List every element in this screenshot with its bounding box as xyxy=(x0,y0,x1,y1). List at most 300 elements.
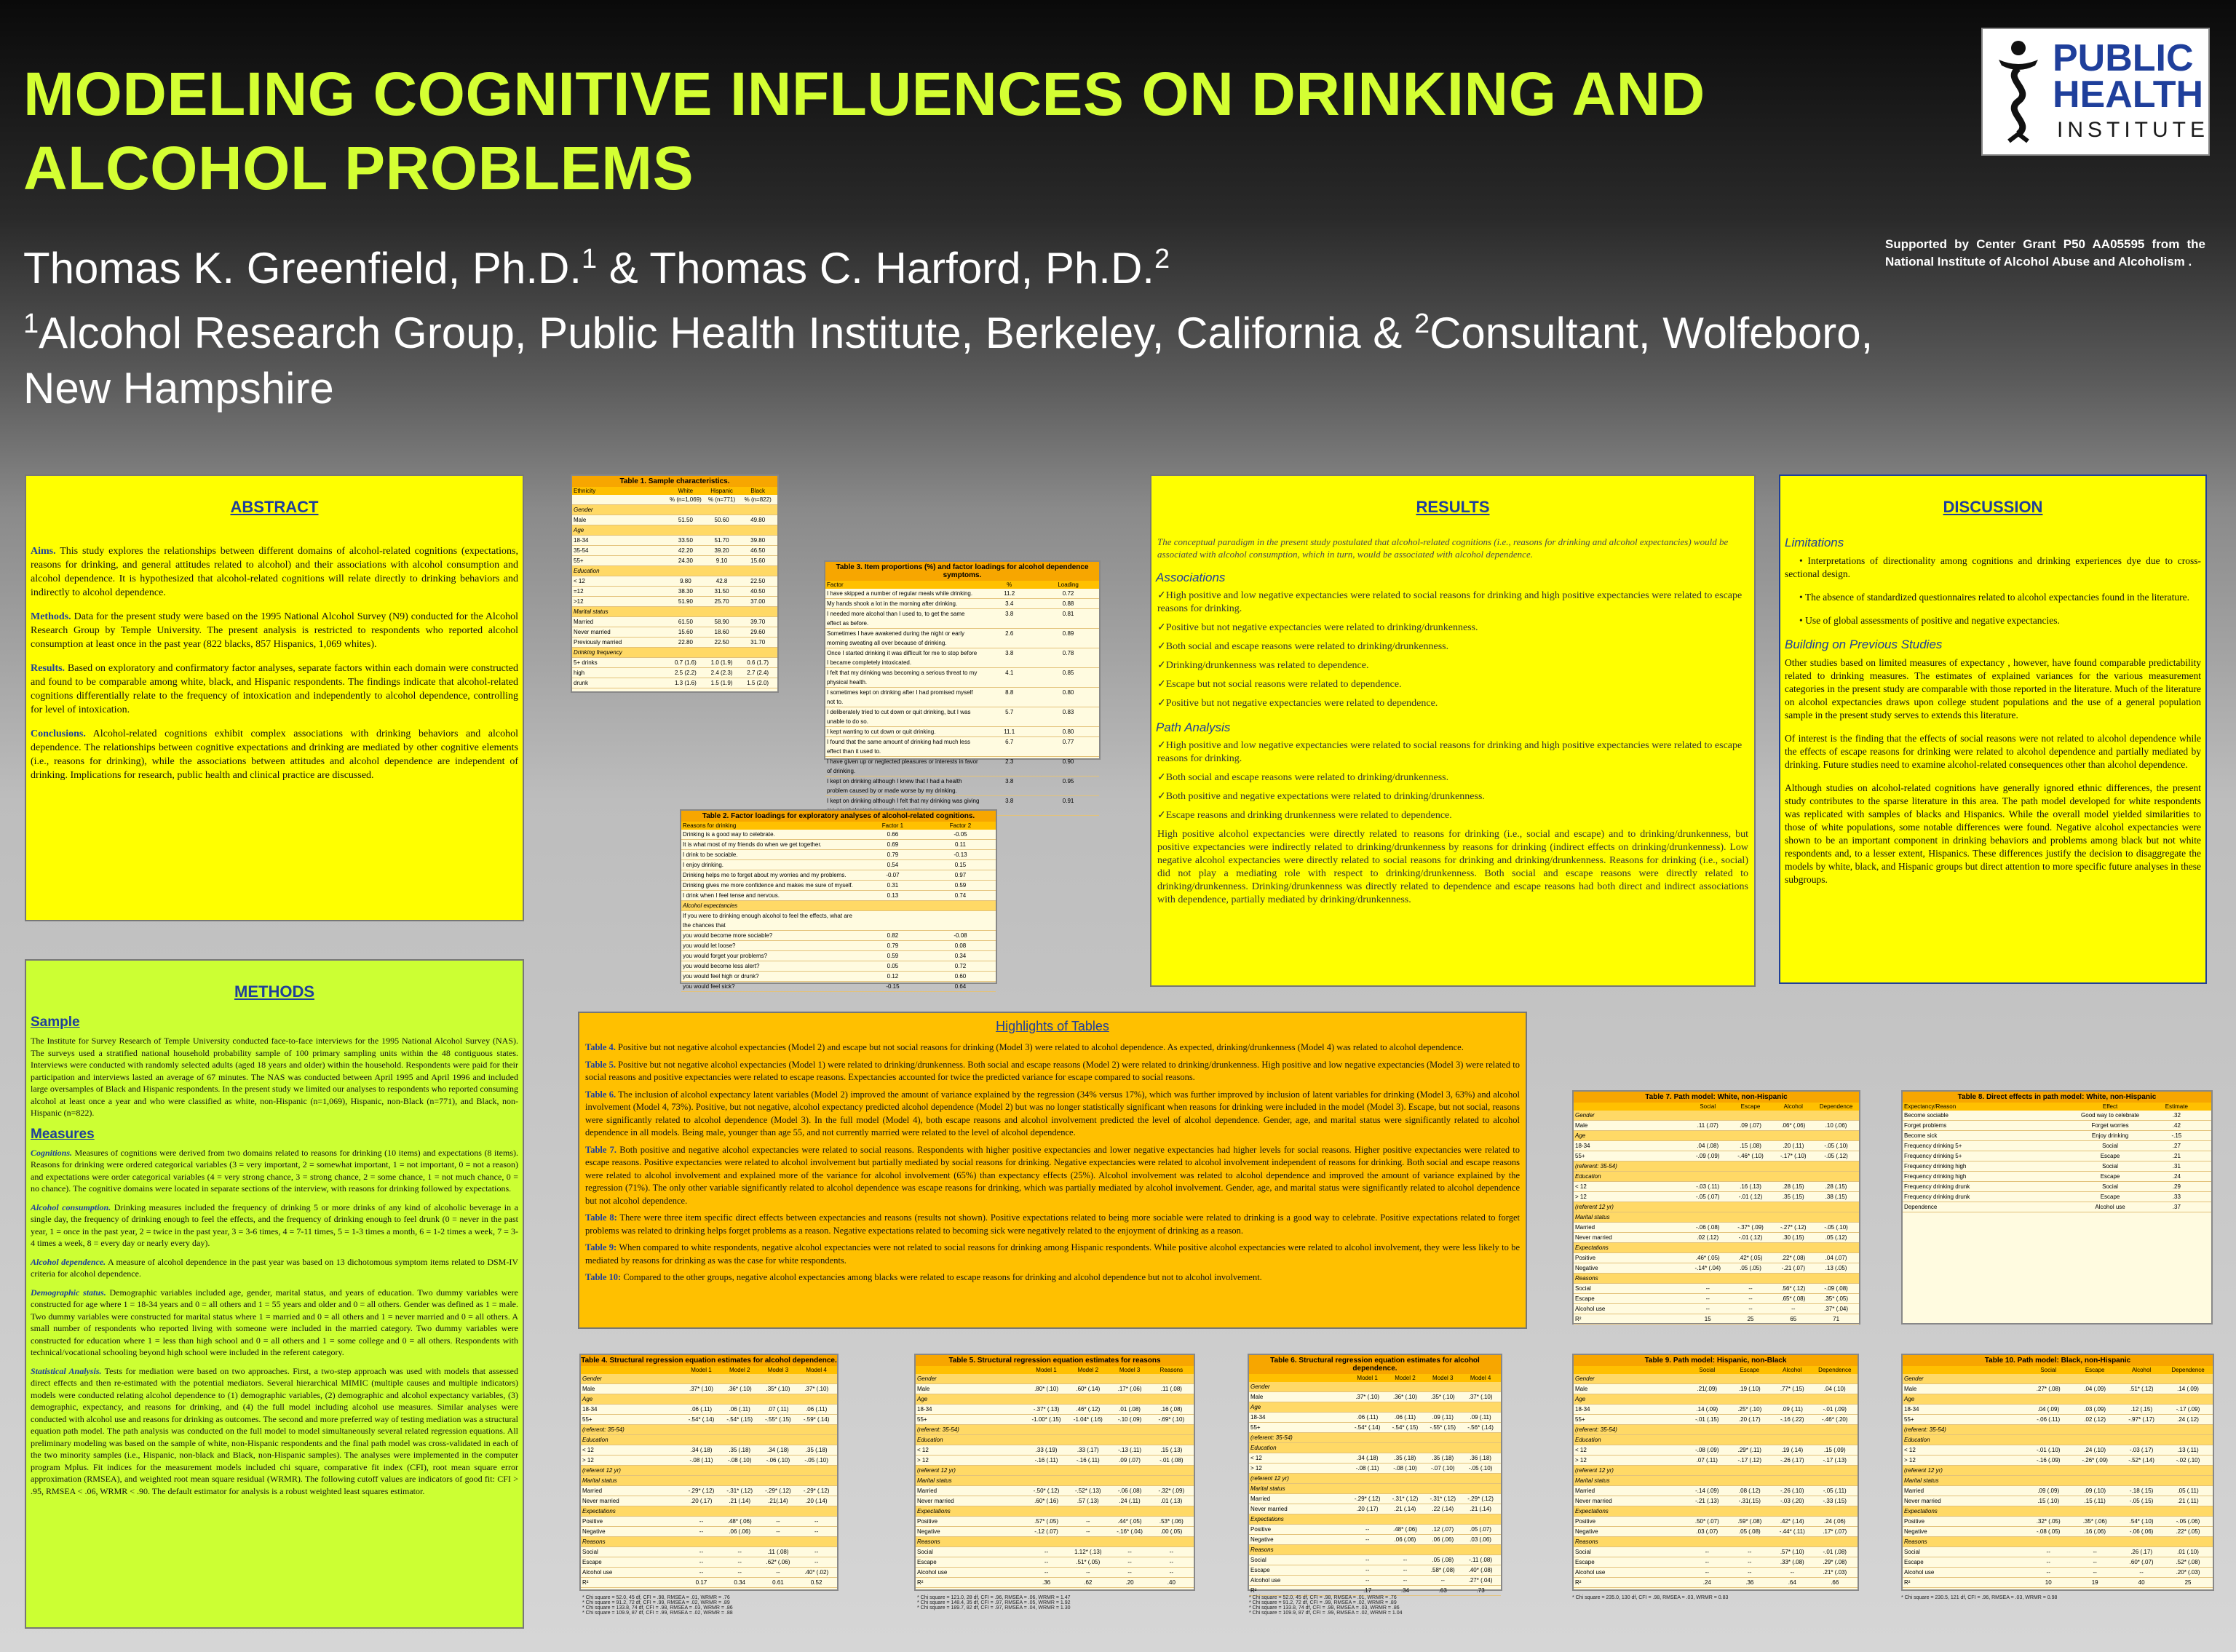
highlight-text: There were three item specific direct effects between expectancies and reasons (results not shown). Positive expectations related to being more sociable were related to drinking is a good way to celebrate. Positive expectations related to forget problems was related to drinking helps forget problems as a reason. Negative expectations related to becoming sick were negatively related to the enjoyment of drinking as a reason. xyxy=(585,1212,1520,1236)
table-row xyxy=(572,587,777,597)
table-cell: Gender xyxy=(917,1375,937,1382)
table-cell: -- xyxy=(1748,1549,1752,1555)
table-cell xyxy=(1686,1212,1729,1222)
table-cell xyxy=(1771,1506,1813,1516)
table-cell: -- xyxy=(2046,1559,2050,1565)
table-cell: 0.69 xyxy=(887,841,899,848)
limitation-item: • Interpretations of directionality among cognitions and drinking experiences dye due to cross-sectional design. xyxy=(1785,555,2201,579)
table-cell: 5+ drinks xyxy=(574,659,598,666)
table-cell: .06 (.11) xyxy=(729,1406,750,1413)
column-header: Model 2 xyxy=(1395,1375,1416,1381)
table-cell: 31.70 xyxy=(750,639,766,646)
table-row xyxy=(1903,1131,2211,1141)
table-cell: .66 xyxy=(1831,1579,1839,1586)
table-row xyxy=(916,1557,1194,1568)
table-cell: .48* (.06) xyxy=(1393,1526,1417,1533)
table-cell: > 12 xyxy=(1250,1465,1262,1472)
table-cell: .29* (.08) xyxy=(1823,1559,1847,1565)
table-cell xyxy=(2072,1435,2118,1445)
building-heading: Building on Previous Studies xyxy=(1785,638,1943,651)
table-row xyxy=(572,658,777,668)
table-cell xyxy=(1424,1443,1462,1453)
column-header: Alcohol xyxy=(2131,1367,2152,1373)
statistical-analysis-text: Statistical Analysis. Tests for mediation were based on two approaches. First, a two-step approach was used with models that assessed direct effects and then re-estimated with the potential mediators. Several hierarchical MIMIC (multiple causes and multiple indicators) models were conducted relating alcohol dependence to (1) demographic variables, (2) demographic and alcohol expectancy variables, (3) demographic, expectancy, and reasons for drinking, and (4) the full model including alcohol use measures. Similar analyses were conducted with alcohol use and reasons for drinking as outcomes. The second and more preferred way of testing mediation was a structural equation path model. The path analysis was conducted on the full model to model simultaneously several related regression equations. All preliminary modeling was based on the sample of white, non-Hispanic respondents and the final path model was cross-validated in each of the two minority samples (i.e., Hispanic, non-black and Black, non-Hispanic samples). The analyses were implemented in the computer program Mplus. Fit indices for the measurement models included chi square, comparative fit index (CFI), root mean square error approximation (RMSEA), and weighted root mean square residual (WRMR). The following cutoff values are indicators of good fit: CFI > .95, RMSEA < .06, WRMR < .90. The default estimator for analysis is a robust weighted least squares estimator. xyxy=(31,1365,518,1496)
table-cell: -.31* (.12) xyxy=(726,1488,753,1494)
table-cell: .06 (.11) xyxy=(690,1406,713,1413)
table-cell xyxy=(1771,1476,1813,1485)
table-row xyxy=(1903,1161,2211,1172)
table-cell: -- xyxy=(2139,1569,2144,1576)
table-cell xyxy=(2118,1394,2165,1404)
table-7 xyxy=(1572,1090,1860,1325)
table-cell: -- xyxy=(2046,1549,2050,1555)
table-cell: -- xyxy=(1748,1295,1753,1302)
table-cell xyxy=(1151,1506,1192,1516)
table-footnote: * Chi square = 133.8, 74 df, CFI = .98, RMSEA = .03, WRMR = .86 xyxy=(1249,1605,1400,1611)
table-cell: .05 (.08) xyxy=(1432,1557,1454,1563)
table-cell: -.15 xyxy=(2171,1132,2182,1139)
discussion-panel xyxy=(1779,474,2207,984)
table-row xyxy=(1903,1476,2213,1486)
table-cell: .15 (.11) xyxy=(2084,1498,2106,1504)
methods-title: METHODS xyxy=(234,982,314,1001)
highlight-label: Table 5. xyxy=(585,1059,616,1070)
table-3 xyxy=(824,560,1101,804)
table-cell: 0.81 xyxy=(1062,611,1074,617)
table-cell: 0.61 xyxy=(772,1579,784,1586)
table-cell: % (n=771) xyxy=(707,496,736,503)
table-cell: -.06 (.08) xyxy=(1117,1488,1142,1494)
table-cell xyxy=(797,1506,836,1516)
table-row xyxy=(681,911,996,931)
table-cell: 18-34 xyxy=(1575,1143,1590,1149)
table-cell xyxy=(2072,1476,2118,1485)
table-row xyxy=(572,617,777,627)
table-cell xyxy=(2072,1537,2118,1546)
table-cell: .38 (.15) xyxy=(1825,1194,1847,1200)
table-cell xyxy=(740,607,776,616)
table-cell xyxy=(704,566,740,576)
table-cell: I kept on drinking although I felt that my drinking was giving xyxy=(827,798,980,804)
table-cell: .05 (.11) xyxy=(2177,1488,2199,1494)
table-row xyxy=(1574,1202,1859,1212)
table-cell xyxy=(667,566,704,576)
table-cell: .35* (.10) xyxy=(1430,1394,1455,1400)
table-cell xyxy=(1109,1506,1150,1516)
table-cell: Social xyxy=(1575,1285,1591,1292)
table-row xyxy=(1903,1496,2213,1506)
table-cell: .09 (.10) xyxy=(2084,1488,2106,1494)
table-cell: Male xyxy=(1904,1386,1917,1392)
table-cell: .35* (.05) xyxy=(1824,1295,1849,1302)
table-cell xyxy=(1349,1443,1387,1453)
table-cell: .21(.14) xyxy=(768,1498,788,1504)
table-cell xyxy=(2118,1476,2165,1485)
table-cell: .32 xyxy=(2172,1112,2181,1119)
highlight-label: Table 4. xyxy=(585,1042,616,1052)
table-cell: -.05 (.15) xyxy=(2129,1498,2154,1504)
table-row xyxy=(825,589,1099,599)
logo-text-institute: INSTITUTE xyxy=(2057,118,2209,142)
table-cell xyxy=(1424,1402,1462,1412)
table-row xyxy=(1574,1466,1858,1476)
table-cell: 8.8 xyxy=(1005,689,1014,696)
table-cell: I drink to be sociable. xyxy=(683,851,738,858)
abstract-title: ABSTRACT xyxy=(230,498,319,516)
table-cell: Never married xyxy=(1575,1498,1612,1504)
table-cell: .10 (.06) xyxy=(1825,1122,1847,1129)
table-6 xyxy=(1248,1354,1502,1594)
table-cell xyxy=(1729,1506,1771,1516)
table-cell: -- xyxy=(1403,1577,1408,1584)
table-cell: -.08 (.09) xyxy=(1695,1447,1719,1453)
table-row xyxy=(681,840,996,850)
table-title: Table 9. Path model: Hispanic, non-Black xyxy=(1574,1355,1858,1366)
table-cell: -0.05 xyxy=(954,831,967,838)
table-cell: .62* (.06) xyxy=(766,1559,790,1565)
table-cell: (referent 12 yr) xyxy=(1250,1475,1289,1482)
table-row xyxy=(1574,1568,1858,1578)
table-cell: 3.4 xyxy=(1005,600,1014,607)
table-cell: .62 xyxy=(1084,1579,1093,1586)
table-cell: > 12 xyxy=(917,1457,929,1464)
table-cell: -.33 (.15) xyxy=(1823,1498,1847,1504)
table-cell xyxy=(2025,1466,2072,1475)
table-cell: If you were to drinking enough alcohol to feel the effects, what are the chances that xyxy=(683,913,852,929)
table-cell xyxy=(1729,1111,1772,1120)
table-cell: -.37* (.13) xyxy=(1033,1406,1060,1413)
table-cell: -- xyxy=(1044,1569,1049,1576)
table-cell: Negative xyxy=(582,1528,606,1535)
table-cell: Male xyxy=(917,1386,930,1392)
table-cell xyxy=(1349,1433,1387,1442)
table-cell: -- xyxy=(1748,1569,1752,1576)
table-row xyxy=(1249,1514,1501,1525)
results-summary: High positive alcohol expectancies were directly related to reasons for drinking (i.e., social and escape) and to drinking/drunkenness, but positive expectancies were indirectly related to drinking/drunkenness by reasons for drinking (indirect effects on drinking/drunkenness). Low negative alcohol expectancies were directly related to social reasons for drinking and drinking/drunkenness. Reasons for drinking (i.e., social) did not play a mediating role with respect to drinking/drunkenness. Both social and escape reasons were directly related to drinking/drunkenness. Drinking/drunkenness was directly related to dependence and escape reasons had both direct and indirect associations with dependence, partially mediated by drinking/drunkenness. xyxy=(1157,829,1748,905)
table-cell xyxy=(1462,1382,1499,1391)
highlight-item xyxy=(585,1212,1520,1237)
table-cell: .34 (.18) xyxy=(767,1447,789,1453)
table-row xyxy=(1249,1504,1501,1514)
table-cell: -.02 (.10) xyxy=(2176,1457,2200,1464)
table-cell: .40* (.08) xyxy=(1468,1567,1493,1573)
table-row xyxy=(916,1517,1194,1527)
table-cell: -.08 (.11) xyxy=(1355,1465,1379,1472)
column-header: Social xyxy=(2040,1367,2057,1373)
table-cell: 19 xyxy=(2091,1579,2098,1586)
table-cell xyxy=(1815,1274,1858,1283)
table-cell: .21 (.14) xyxy=(1470,1506,1491,1512)
table-cell: It is what most of my friends do when we get together. xyxy=(683,841,822,848)
table-cell: I found that the same amount of drinking had much less effect than it used to. xyxy=(827,739,971,755)
table-row xyxy=(1574,1284,1859,1294)
table-row xyxy=(916,1547,1194,1557)
table-row xyxy=(1249,1392,1501,1402)
table-cell: -.10 (.09) xyxy=(1117,1416,1142,1423)
table-cell: .59* (.08) xyxy=(1737,1518,1762,1525)
table-cell: -.06 (.11) xyxy=(2037,1416,2061,1423)
discussion-p1: Other studies based on limited measures of expectancy , however, have found comparable predictability related to drinking measures. The estimates of explained variances for the various measurement categories in the present study are comparable with those reported in the literature. Much of the literature on alcohol expectancies draws upon college student populations and the use of a general population sample in the present study serves to extends this literature. xyxy=(1785,657,2201,720)
table-cell: .21 (.14) xyxy=(729,1498,751,1504)
table-row xyxy=(1249,1535,1501,1545)
table-cell: .09 (.11) xyxy=(1781,1406,1803,1413)
table-cell: -.09 (.09) xyxy=(1696,1153,1720,1159)
table-cell: Social xyxy=(1904,1549,1920,1555)
table-row xyxy=(1249,1453,1501,1464)
table-cell: -.29* (.12) xyxy=(688,1488,715,1494)
table-row xyxy=(916,1415,1194,1425)
table-cell: high xyxy=(574,670,585,676)
table-cell: 0.82 xyxy=(887,932,899,939)
table-row xyxy=(1574,1131,1859,1141)
table-cell: .21 xyxy=(2172,1153,2181,1159)
table-cell: 1.0 (1.9) xyxy=(710,659,733,666)
column-header: Reasons xyxy=(1159,1367,1184,1373)
table-cell: Reasons xyxy=(582,1538,606,1545)
table-row xyxy=(1574,1253,1859,1263)
table-row xyxy=(916,1527,1194,1537)
table-cell: .73 xyxy=(1476,1587,1485,1594)
table-cell: Gender xyxy=(1904,1375,1924,1382)
table-cell xyxy=(1686,1435,1728,1445)
table-cell xyxy=(1815,1161,1858,1171)
table-cell: .35 (.18) xyxy=(729,1447,751,1453)
table-cell: 2.5 (2.2) xyxy=(675,670,697,676)
table-cell: you would become more sociable? xyxy=(683,932,773,939)
association-item: ✓Escape but not social reasons were related to dependence. xyxy=(1157,679,1402,690)
table-cell: Once I started drinking it was difficult for me to stop before I became completely intoxicated. xyxy=(827,650,978,666)
table-row xyxy=(1574,1233,1859,1243)
table-cell: .36 (.18) xyxy=(1470,1455,1491,1461)
table-cell: < 12 xyxy=(582,1447,594,1453)
table-cell xyxy=(2072,1374,2118,1383)
table-cell: > 12 xyxy=(1904,1457,1916,1464)
table-cell: R² xyxy=(917,1579,924,1586)
table-9 xyxy=(1572,1354,1859,1591)
table-header xyxy=(572,487,777,495)
table-cell: 0.34 xyxy=(954,953,967,959)
table-cell: 0.59 xyxy=(887,953,899,959)
table-cell xyxy=(1772,1131,1815,1140)
table-cell: -- xyxy=(1748,1285,1753,1292)
table-cell: .20 (.14) xyxy=(805,1498,828,1504)
table-cell: 22.80 xyxy=(678,639,693,646)
table-cell: -- xyxy=(1169,1549,1173,1555)
table-cell: .58* (.08) xyxy=(1430,1567,1455,1573)
table-cell xyxy=(682,1435,721,1445)
table-cell: -.16 (.09) xyxy=(2036,1457,2061,1464)
column-header: Effect xyxy=(2102,1103,2118,1110)
table-cell: .57 (.13) xyxy=(1077,1498,1099,1504)
table-header xyxy=(1574,1366,1858,1374)
table-row xyxy=(572,556,777,566)
column-header: Model 1 xyxy=(691,1367,712,1373)
table-cell: 0.88 xyxy=(1062,600,1074,607)
table-cell: .16 (.08) xyxy=(1160,1406,1183,1413)
table-row xyxy=(681,901,996,911)
table-cell xyxy=(1349,1474,1387,1483)
table-cell: Good way to celebrate xyxy=(2081,1112,2140,1119)
table-cell: 0.95 xyxy=(1062,778,1074,785)
table-cell: 39.70 xyxy=(750,619,766,625)
table-cell: 0.72 xyxy=(954,963,967,969)
table-cell: .17 xyxy=(1363,1587,1372,1594)
table-row xyxy=(1574,1476,1858,1486)
table-cell: .17* (.06) xyxy=(1117,1386,1142,1392)
measures-heading: Measures xyxy=(31,1126,95,1142)
table-row xyxy=(681,860,996,870)
table-row xyxy=(572,627,777,638)
table-cell: Gender xyxy=(1575,1112,1595,1119)
funding-note: Supported by Center Grant P50 AA05595 from the National Institute of Alcohol Abuse and Alcoholism . xyxy=(1885,237,2205,269)
table-cell: >12 xyxy=(574,598,584,605)
table-cell: -.97* (.17) xyxy=(2128,1416,2154,1423)
table-cell: I have skipped a number of regular meals while drinking. xyxy=(827,590,973,597)
table-cell xyxy=(2165,1466,2211,1475)
table-row xyxy=(572,648,777,658)
table-cell: .48* (.06) xyxy=(727,1518,752,1525)
table-row xyxy=(1574,1223,1859,1233)
table-header xyxy=(581,1366,837,1374)
table-cell: R² xyxy=(582,1579,589,1586)
table-cell: 0.85 xyxy=(1062,670,1074,676)
consumption-text: Alcohol consumption. Drinking measures included the frequency of drinking 5 or more drinks of any kind of alcoholic beverage in a single day, the frequency of drinking enough to feel the effects, and the frequency of drinking enough to feel drunk (0 = never in the past year, 1 = once in the past year, 2 = twice in the past year, 3 = 3-6 times, 4 = 7-11 times, 5 = 1-3 times a month, 6 = 1-2 times a week, 7 = 3-4 times a week, 8 = every day or nearly every day). xyxy=(31,1202,518,1248)
table-cell xyxy=(1151,1537,1192,1546)
table-cell: -- xyxy=(1044,1559,1049,1565)
discussion-p3: Although studies on alcohol-related cognitions have generally ignored ethnic differences, the present study contributes to the sparse literature in this area. The path model developed for white respondents was replicated with samples of blacks and Hispanics. While the overall model yielded similarities to those of white populations, some notable differences were found. Negative alcohol expectancies were shown to be an important component in drinking behaviors and problems among black but not white respondents and, to a lesser extent, Hispanics. These differences justify the decision to disaggregate the models by white, black, and Hispanic groups but direct attention to more specific future analyses in these subgroups. xyxy=(1785,782,2201,885)
table-cell: .35* (.06) xyxy=(2082,1518,2107,1525)
column-header: % xyxy=(1007,581,1012,588)
table-cell: Dependence xyxy=(1904,1204,1938,1210)
cognitions-text: Cognitions. Measures of cognitions were derived from two domains related to reasons for drinking (10 items) and expectations (8 items). Reasons for drinking were ordered categorical variables (3 = very important, 2 = somewhat important, 1 = not important, 0 = not a reason) and expectations were order categorical variables (4 = very strong chance, 3 = strong chance, 2 = some chance, 1 = not much chance, 0 = no chance). The cognitive domains were located in separate sections of the interview, with reasons for drinking followed by expectations. xyxy=(31,1147,518,1194)
table-cell: Marital status xyxy=(1575,1477,1610,1484)
poster-title: MODELING COGNITIVE INFLUENCES ON DRINKING AND ALCOHOL PROBLEMS xyxy=(23,60,1705,202)
table-cell: Alcohol use xyxy=(1904,1569,1935,1576)
table-cell: 0.74 xyxy=(954,892,967,899)
table-cell: 0.72 xyxy=(1062,590,1074,597)
table-footnote: * Chi square = 121.0, 28 df, CFI = .96, RMSEA = .06, WRMR = 1.47 xyxy=(917,1595,1071,1600)
table-cell xyxy=(2118,1435,2165,1445)
table-row xyxy=(572,638,777,648)
table-cell: -.17 (.13) xyxy=(1823,1457,1847,1464)
column-header: Model 3 xyxy=(1432,1375,1454,1381)
column-header: Factor 2 xyxy=(949,822,972,829)
table-cell xyxy=(1109,1394,1150,1404)
table-cell xyxy=(1151,1466,1192,1475)
table-cell: Education xyxy=(574,568,600,574)
table-row xyxy=(681,941,996,951)
table-row xyxy=(1249,1413,1501,1423)
table-cell xyxy=(759,1506,798,1516)
table-cell: .22 (.14) xyxy=(1432,1506,1454,1512)
table-cell xyxy=(2118,1374,2165,1383)
table-cell: .37* (.04) xyxy=(1824,1306,1849,1312)
table-cell: 0.97 xyxy=(954,872,967,878)
table-cell: .37* (.10) xyxy=(689,1386,713,1392)
column-header xyxy=(1575,1103,1686,1110)
table-cell: (referent 12 yr) xyxy=(582,1467,621,1474)
column-header: Factor xyxy=(827,581,844,588)
table-cell: 18.60 xyxy=(714,629,729,635)
table-footnote: * Chi square = 109.9, 87 df, CFI = .99, RMSEA = .02, WRMR = 1.04 xyxy=(1249,1611,1403,1616)
table-cell: Married xyxy=(1904,1488,1924,1494)
table-cell: -- xyxy=(814,1518,819,1525)
table-cell xyxy=(704,607,740,616)
table-cell: 0.12 xyxy=(887,973,899,980)
table-title: Table 7. Path model: White, non-Hispanic xyxy=(1574,1092,1859,1103)
table-cell: -.44* (.11) xyxy=(1779,1528,1805,1535)
column-header: Model 4 xyxy=(806,1367,827,1373)
table-cell xyxy=(1151,1476,1192,1485)
table-cell: Married xyxy=(1575,1488,1595,1494)
table-cell: 15.60 xyxy=(750,557,766,564)
table-cell xyxy=(759,1374,798,1383)
table-cell: Gender xyxy=(1575,1375,1595,1382)
table-cell: -.55* (.15) xyxy=(765,1416,791,1423)
table-cell: -.69* (.10) xyxy=(1158,1416,1185,1423)
table-row xyxy=(1574,1547,1858,1557)
table-cell: 0.17 xyxy=(695,1579,707,1586)
table-cell: 55+ xyxy=(1575,1153,1585,1159)
table-cell: .05 (.05) xyxy=(1740,1265,1761,1271)
table-row xyxy=(681,982,996,992)
table-cell: .02 (.12) xyxy=(2084,1416,2106,1423)
table-cell: 0.6 (1.7) xyxy=(747,659,769,666)
table-cell xyxy=(1686,1506,1728,1516)
discussion-title: DISCUSSION xyxy=(1943,498,2043,516)
table-cell: Social xyxy=(582,1549,598,1555)
table-cell xyxy=(1815,1131,1858,1140)
table-1 xyxy=(571,474,779,693)
table-header xyxy=(1249,1374,1501,1382)
table-cell xyxy=(859,901,927,910)
table-cell: .21(.09) xyxy=(1697,1386,1718,1392)
table-cell: .37 xyxy=(2172,1204,2181,1210)
table-cell: -- xyxy=(1705,1285,1710,1292)
table-cell xyxy=(759,1476,798,1485)
table-cell: .20 (.17) xyxy=(1738,1416,1761,1423)
table-cell xyxy=(2165,1374,2211,1383)
table-cell: .52* (.08) xyxy=(2176,1559,2200,1565)
table-cell: Sometimes I have awakened during the night or early morning sweating all over because of drinking. xyxy=(827,630,964,646)
table-cell: -.05 (.10) xyxy=(804,1457,828,1464)
column-header: Escape xyxy=(1740,1103,1761,1110)
table-row xyxy=(1249,1382,1501,1392)
table-cell: 1.5 (2.0) xyxy=(747,680,769,686)
table-cell: -- xyxy=(814,1528,819,1535)
table-cell: 0.13 xyxy=(887,892,899,899)
public-health-institute-logo xyxy=(1981,28,2210,156)
table-cell: My hands shook a lot in the morning after drinking. xyxy=(827,600,958,607)
table-cell: you would feel sick? xyxy=(683,983,735,990)
column-header: White xyxy=(678,488,694,494)
table-cell: Marital status xyxy=(917,1477,952,1484)
table-cell: .44* (.05) xyxy=(1117,1518,1142,1525)
table-cell: -.46* (.10) xyxy=(1737,1153,1764,1159)
table-cell: .36 xyxy=(1745,1579,1754,1586)
table-cell xyxy=(1067,1506,1109,1516)
affiliation-line: $^1$Alcohol Research Group, Public Health Institute, Berkeley, California & $^2$Consultant, Wolfeboro, New Hampshire xyxy=(23,309,1874,413)
table-cell: -0.07 xyxy=(886,872,900,878)
table-cell: Become sick xyxy=(1904,1132,1938,1139)
table-cell: Alcohol use xyxy=(1250,1577,1281,1584)
table-cell xyxy=(1151,1435,1192,1445)
table-cell: -- xyxy=(1169,1559,1173,1565)
table-cell: 0.05 xyxy=(887,963,899,969)
table-cell: 0.59 xyxy=(954,882,967,889)
column-header: Ethnicity xyxy=(574,488,596,494)
table-row xyxy=(581,1394,837,1405)
